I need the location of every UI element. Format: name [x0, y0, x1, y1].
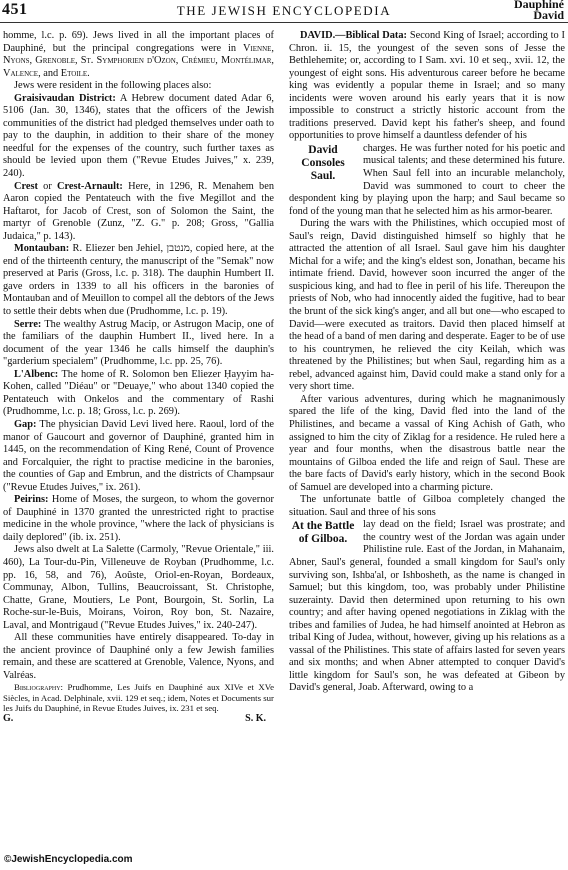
entry-or: or [37, 180, 57, 192]
entry-term: Peirins: [14, 494, 49, 506]
paragraph-disappeared: All these communities have entirely disappeared. To-day in the ancient province of Dauphiné only a few Jewish families remain, and these are scattered at Grenoble, Valence, Nyons, and Valréas. [3, 632, 274, 681]
intro-paragraph [3, 30, 274, 80]
bibliography [3, 682, 274, 713]
header-rule [0, 22, 568, 23]
paragraph-gilboa: The unfortunate battle of Gilboa completely changed the situation. Saul and three of his sons [289, 494, 565, 518]
entry-text: The home of R. Solomon ben Eliezer Ḥayyim ha-Kohen, called "Diéau" or "Deuaye," who about 1340 copied the Pentateuch with Onkelos and the commentary of Rashi (Prudhomme, l.c. p. 18; Gross, l.c. p. 269). [3, 368, 274, 418]
entry-term: Crest-Arnault: [57, 180, 123, 192]
entry-lalbenc [3, 369, 274, 419]
entry-graisivaudan [3, 93, 274, 181]
entry-text: R. Eliezer ben Jehiel, מנטבן, copied here, at the end of the thirteenth century, the manuscript of the "Semak" now preserved at Paris (Gross, l.c. p. 318). The dauphin Humbert II. gave orders in 1339 to all his officers in the baronies of Montauban and of Meuillon to compel all the debtors of the Jews to settle their debts when due (Prudhomme, l.c. p. 19). [3, 243, 274, 318]
side-heading-david-consoles-saul: David Consoles Saul. [301, 143, 345, 182]
entry-term: Gap: [14, 418, 37, 430]
paragraph-consoles: charges. He was further noted for his poetic and musical talents; and these determined his future. When Saul fell into an incurable melancholy, David was summoned to court to cheer the despondent king by playing upon the harp; and Saul became so fond of the young man that he selected him as his armor-bearer. [289, 142, 565, 217]
entry-term: Crest [14, 180, 38, 192]
intro-last-place: Etoile. [60, 67, 90, 79]
guide-word-last: David [533, 8, 564, 22]
entry-text: The physician David Levi lived here. Raoul, lord of the manor of Gaucourt and governor of Dauphiné, granted him in 1445, on the recommendation of King René, Count of Provence and Forcalquier, the right to practise medicine in the baronies, the counties of Gap and Embrun, and the districts of Champsaur ("Revue Etudes Juives," ix. 261). [3, 418, 274, 493]
signature-left: G. [3, 713, 14, 725]
entry-text: The wealthy Astrug Macip, or Astrugon Macip, one of the familiars of the dauphin Humbert II., lived here. In a document of the year 1346 he calls himself the dauphin's "garderium specialem" (Prudhomme, l.c. pp. 25, 76). [3, 318, 274, 368]
signature-right: S. K. [245, 713, 266, 725]
page-number: 451 [2, 1, 28, 18]
article-text: Second King of Israel; according to I Chron. ii. 15, the youngest of the seven sons of Jesse the Bethlehemite; or, according to I Sam. xvi. 10 et seq., xvii. 12, the youngest of eight sons. His adventurous career before he became king was evidently a popular theme in Israel; and so many incidents were woven around his early years that it is now impossible to construct a strictly historic account from the traditions preserved. David kept his father's sheep, and found opportunities to prove himself a dauntless defender of his [289, 30, 565, 142]
entry-peirins [3, 494, 274, 544]
entry-gap [3, 419, 274, 494]
side-heading-battle-of-gilboa: At the Battle of Gilboa. [291, 520, 355, 546]
entry-montauban [3, 243, 274, 318]
paragraph-gilboa-continued: lay dead on the field; Israel was prostrate; and the country west of the Jordan was again under Philistine rule. East of the Jordan, in Mahanaim, Abner, Saul's general, founded a small kingdom for Saul's only surviving son, Ishba'al, or Ishbosheth, as the name is changed in Samuel; but this kingdom, too, was probably under Philistine suzerainty. David then determined upon returning to his own country; and after having opened negotiations in Ziklag with the tribes and families of Judea, he had himself anointed at Hebron as tribal King of Judea, without, however, giving up his relations as a vassal of the Philistines. This state of affairs lasted for seven years and six months; and when Abner attempted to conquer David's little kingdom for Saul's son, he was defeated at Gibeon by David's general, Joab. Afterward, owing to a [289, 519, 565, 694]
intro-text: homme, l.c. p. 69). Jews lived in all the important places of Dauphiné, but the principal congregations were in [3, 30, 274, 54]
entry-text: A Hebrew document dated Adar 6, 5106 (Jan. 30, 1346), states that the officers of the Jewish communities of the district had pledged themselves under oath to pay to the dauphin, in addition to their share of the money needful for the expenses of the country, such further taxes as should be levied upon them ("Revue Etudes Juives," x. 239, 240). [3, 92, 274, 180]
left-column [3, 30, 274, 726]
entry-text: Here, in 1296, R. Menahem ben Aaron copied the Pentateuch with the five Megillot and the Haftarot, for Jacob of Crest, son of Solomon the Saint, the martyr of Grenoble (Zunz, "Z. G." p. 208; Gross, "Gallia Judaica," p. 143). [3, 180, 274, 242]
author-signature [3, 713, 274, 726]
intro-and: and [40, 67, 61, 79]
bibliography-label: Bibliography: [14, 682, 63, 693]
paragraph-other-places: Jews also dwelt at La Salette (Carmoly, "Revue Orientale," iii. 460), La Tour-du-Pin, Villeneuve de Royban (Prudhomme, l.c. pp. 16, 58, and 76), Aoûste, Oriol-en-Royan, Bordeaux, Communay, Albon, Tullins, Beaucroissant, St. Christophe, Chatte, Grane, Moutiers, Le Pont, Bourgoin, St. Sorlin, La Roche-sur-le-Buis, Moirans, Voiron, Roy bon, St. Nazaire, Laval, and Montrigaud ("Revue Etudes Juives," ix. 240-247). [3, 544, 274, 631]
entry-serre [3, 319, 274, 369]
entry-term: Serre: [14, 318, 42, 330]
david-intro-paragraph [289, 30, 565, 143]
article-heading: DAVID.—Biblical Data: [300, 30, 407, 41]
copyright-footer: ©JewishEncyclopedia.com [4, 854, 133, 865]
guide-word-first: Dauphiné [513, 0, 564, 11]
page-header [0, 0, 568, 22]
entry-term: Graisivaudan District: [14, 92, 116, 104]
entry-term: L'Albenc: [14, 368, 59, 380]
running-title: THE JEWISH ENCYCLOPEDIA [176, 3, 392, 18]
paragraph-adventures: After various adventures, during which he magnanimously spared the life of the king, David fled into the land of the Philistines, and became a vassal of King Achish of Gath, who assigned to him the city of Ziklag for a residence. He ruled here a year and four months, when the disastrous battle near the mountains of Gilboa ended the life and reign of Saul. These are the bare facts of David's early history, which in the second Book of Samuel are developed into a charming picture. [289, 393, 565, 493]
entry-term: Montauban: [14, 243, 70, 255]
guide-words [514, 0, 564, 21]
right-column [289, 30, 565, 695]
intro-places: Vienne, Nyons, Grenoble, St. Symphorien d'Ozon, Crémieu, Montélimar, Valence, [3, 42, 274, 79]
lead-paragraph: Jews were resident in the following places also: [14, 80, 212, 92]
bibliography-text: Prudhomme, Les Juifs en Dauphiné aux XIVe et XVe Siècles, in Acad. Delphinale, xvii. 129 et seq.; idem, Notes et Documents sur les Juifs du Dauphiné, in Revue Etudes Juives, ix. 231 et seq. [3, 682, 274, 714]
paragraph-wars: During the wars with the Philistines, which occupied most of Saul's reign, David distinguished himself so highly that he attracted the attention of all Israel. Saul gave him his daughter Michal for a wife; and the king's eldest son, Jonathan, became his intimate friend. David, however soon incurred the anger of the suspicious king, and had to flee in peril of his life. Thereupon the priests of Nob, who had innocently aided the fugitive, had to bear the brunt of the sick king's anger, and all but one—who escaped to David—were executed as traitors. David then placed himself at the head of a band of men daring and desperate. Eager to be of use to his countrymen, he relieved the city Keilah, which was threatened by the Philistines; but when Saul, regarding him as a rebel, advanced against him, David could make a stand only for a very short time. [289, 218, 565, 393]
entry-text: Home of Moses, the surgeon, to whom the governor of Dauphiné in 1370 granted the unrestricted right to practise medicine in the whole province, "where the lack of physicians is daily deplored" (ib. ix. 251). [3, 494, 274, 543]
entry-crest [3, 181, 274, 244]
